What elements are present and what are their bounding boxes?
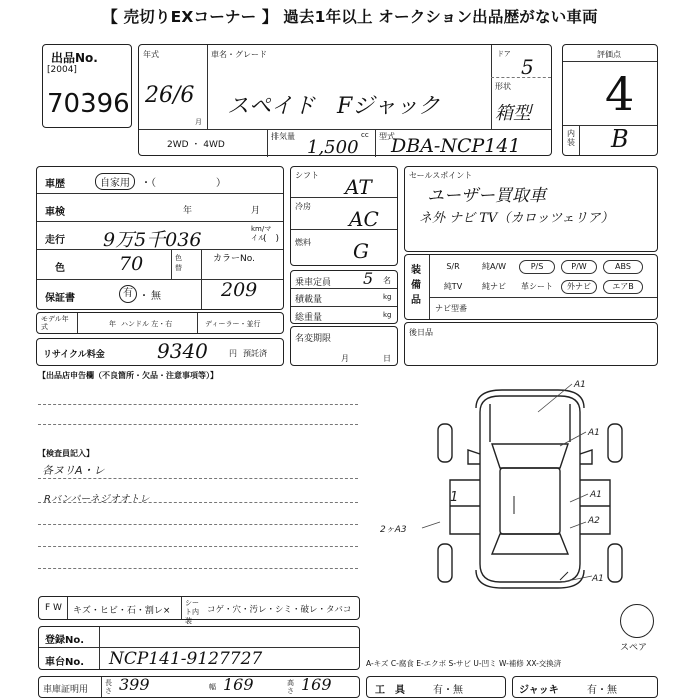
name-value: スペイド Fジャック xyxy=(227,94,440,119)
equipment-box xyxy=(404,254,658,320)
inspector-label: 【検査員記入】 xyxy=(38,449,94,458)
color-value: 70 xyxy=(119,253,144,275)
recycle-value: 9340 xyxy=(157,339,208,363)
recycle-unit: 円 xyxy=(229,349,237,358)
warranty-label: 保証書 xyxy=(45,293,75,304)
load-unit: kg xyxy=(383,293,392,301)
inspection-month: 月 xyxy=(251,206,261,216)
colorno-label: カラーNo. xyxy=(213,254,255,264)
mileage-label: 走行 xyxy=(45,235,65,246)
fw-label: F W xyxy=(45,603,62,613)
tools-box xyxy=(366,676,506,698)
colorno-value: 209 xyxy=(221,279,258,301)
chassis-value: NCP141-9127727 xyxy=(109,649,263,669)
equip-ps: P/S xyxy=(519,260,555,274)
vehicle-details-box xyxy=(36,166,284,310)
model-label: 型式 xyxy=(379,132,395,141)
load-label: 積載量 xyxy=(295,295,323,305)
model-year-label: モデル年式 xyxy=(41,315,69,331)
capacity-label: 乗車定員 xyxy=(295,278,332,288)
cert-w-value: 169 xyxy=(223,675,254,694)
tools-label: 工 具 xyxy=(375,685,405,696)
sales-label: セールスポイント xyxy=(409,171,473,180)
name-label: 車名・グレード xyxy=(211,50,267,59)
lot-code: [2004] xyxy=(47,65,77,75)
equip-abs: ABS xyxy=(603,260,643,274)
model-year-unit: 年 xyxy=(109,320,116,328)
name-change-month: 月 xyxy=(341,354,349,363)
cert-h-label: 高さ xyxy=(287,679,294,695)
score-box xyxy=(562,44,658,156)
capacity-unit: 名 xyxy=(383,276,391,285)
model-value: DBA-NCP141 xyxy=(391,135,521,157)
warranty-yes: 有 xyxy=(119,285,137,303)
seat-label: シート内装 xyxy=(185,599,199,625)
chassis-label: 車台No. xyxy=(45,657,85,668)
displacement-label: 排気量 xyxy=(271,132,295,141)
displacement-value: 1,500 xyxy=(307,137,359,158)
capacity-value: 5 xyxy=(363,269,374,288)
handle-label: ハンドル 左・右 xyxy=(121,320,173,328)
jack-value: 有・無 xyxy=(587,685,617,696)
warranty-no: 無 xyxy=(151,291,161,302)
cert-l-value: 399 xyxy=(119,675,150,694)
jack-box xyxy=(512,676,658,698)
damage-a1-right-mid: A1 xyxy=(590,490,602,500)
equip-navi: 純ナビ xyxy=(482,282,506,291)
seat-items: コゲ・穴・汚レ・シミ・破レ・タバコ xyxy=(207,605,352,615)
model-year-box xyxy=(36,312,284,334)
recycle-box xyxy=(36,338,284,366)
damage-a1-rear: A1 xyxy=(592,574,604,584)
arrival-box xyxy=(404,322,658,366)
damage-side-a3: 2ヶA3 xyxy=(380,525,407,535)
damage-w1: 1 xyxy=(450,490,459,505)
equip-ext-navi: 外ナビ xyxy=(561,280,597,294)
name-change-label: 名変期限 xyxy=(295,334,332,344)
ac-label: 冷房 xyxy=(295,202,311,211)
name-change-box xyxy=(290,326,398,366)
sales-line2: ネ外 ナビ TV（カロッツェリア） xyxy=(419,211,614,226)
door-value: 5 xyxy=(521,55,534,79)
mileage-paren: ( ) xyxy=(263,234,280,244)
damage-a2-right: A2 xyxy=(588,516,600,526)
displacement-unit: cc xyxy=(361,131,369,139)
dealer-report-label: 【出品店申告欄（不良箇所・欠品・注意事項等）】 xyxy=(38,371,218,380)
cert-w-label: 幅 xyxy=(209,683,216,691)
garage-cert-box xyxy=(38,676,360,698)
color-sub: 色替 xyxy=(175,254,182,272)
warranty-sep: ・ xyxy=(139,291,149,302)
shift-value: AT xyxy=(345,175,372,199)
equip-airbag: エアB xyxy=(603,280,643,294)
recycle-label: リサイクル料金 xyxy=(43,350,105,360)
fw-items: キズ・ヒビ・石・割レ× xyxy=(73,606,171,616)
door-label: ドア xyxy=(497,50,511,58)
lot-box xyxy=(42,44,132,128)
equip-aw: 純A/W xyxy=(481,262,507,271)
lot-number: 70396 xyxy=(47,89,130,119)
recycle-note: 預託済 xyxy=(243,349,267,358)
spec-box xyxy=(290,166,398,266)
shape-label: 形状 xyxy=(495,82,511,91)
spare-label: スペア xyxy=(620,643,648,653)
equipment-label: 装備品 xyxy=(411,265,421,306)
score-value: 4 xyxy=(605,67,635,121)
equip-leather: 革シート xyxy=(521,282,553,291)
inspection-year: 年 xyxy=(183,206,193,216)
cert-label: 車庫証明用 xyxy=(43,685,89,695)
arrival-label: 後日品 xyxy=(409,328,433,337)
inspector-line1: 各ヌリA・レ xyxy=(42,464,105,477)
year-label: 年式 xyxy=(143,50,159,59)
damage-a1-right-top: A1 xyxy=(588,428,600,438)
damage-a1-fr: A1 xyxy=(574,380,586,390)
year-unit: 月 xyxy=(195,118,202,126)
navi-model-label: ナビ型番 xyxy=(435,304,467,313)
cert-h-value: 169 xyxy=(301,675,332,694)
equip-pw: P/W xyxy=(561,260,597,274)
dealer-label: ディーラー・並行 xyxy=(205,320,261,328)
fuel-label: 燃料 xyxy=(295,238,311,247)
interior-label: 内装 xyxy=(567,129,575,147)
score-label: 評価点 xyxy=(597,50,621,59)
weight-unit: kg xyxy=(383,311,392,319)
fw-box xyxy=(38,596,360,625)
leader-lines xyxy=(400,376,620,606)
banner: 【 売切りEXコーナー 】 過去1年以上 オークション出品歴がない車両 xyxy=(102,8,598,26)
cert-l-label: 長さ xyxy=(105,679,112,695)
interior-value: B xyxy=(611,125,629,153)
fuel-value: G xyxy=(353,239,369,263)
history-rest: ・（ ） xyxy=(141,178,226,189)
registration-box xyxy=(38,626,360,670)
reg-label: 登録No. xyxy=(45,635,85,646)
history-label: 車歴 xyxy=(45,179,65,190)
sales-point-box xyxy=(404,166,658,252)
weight-label: 総重量 xyxy=(295,313,323,323)
equip-tv: 純TV xyxy=(443,282,463,291)
history-value: 自家用 xyxy=(95,173,135,190)
ac-value: AC xyxy=(349,207,379,231)
equip-sr: S/R xyxy=(446,262,460,271)
inspection-label: 車検 xyxy=(45,207,65,218)
shape-value: 箱型 xyxy=(495,103,531,124)
drive-label: 2WD ・ 4WD xyxy=(167,140,225,150)
color-label: 色 xyxy=(55,263,65,274)
sales-line1: ユーザー買取車 xyxy=(427,186,546,206)
main-info-box xyxy=(138,44,552,156)
jack-label: ジャッキ xyxy=(519,685,559,696)
capacity-box xyxy=(290,270,398,324)
lot-label: 出品No. xyxy=(51,51,98,65)
tools-value: 有・無 xyxy=(433,685,463,696)
inspector-line2: Rバンパーネジオオトレ xyxy=(44,494,150,505)
damage-legend: A-キズ C-腐食 E-エクボ S-サビ U-凹ミ W-補修 XX-交換済 xyxy=(366,659,562,668)
spare-tire-icon xyxy=(620,604,654,638)
name-change-day: 日 xyxy=(383,354,391,363)
year-value: 26/6 xyxy=(145,83,195,108)
mileage-value: 9万5千036 xyxy=(103,229,202,251)
shift-label: シフト xyxy=(295,171,319,180)
mileage-unit: km/マイル xyxy=(251,225,272,242)
